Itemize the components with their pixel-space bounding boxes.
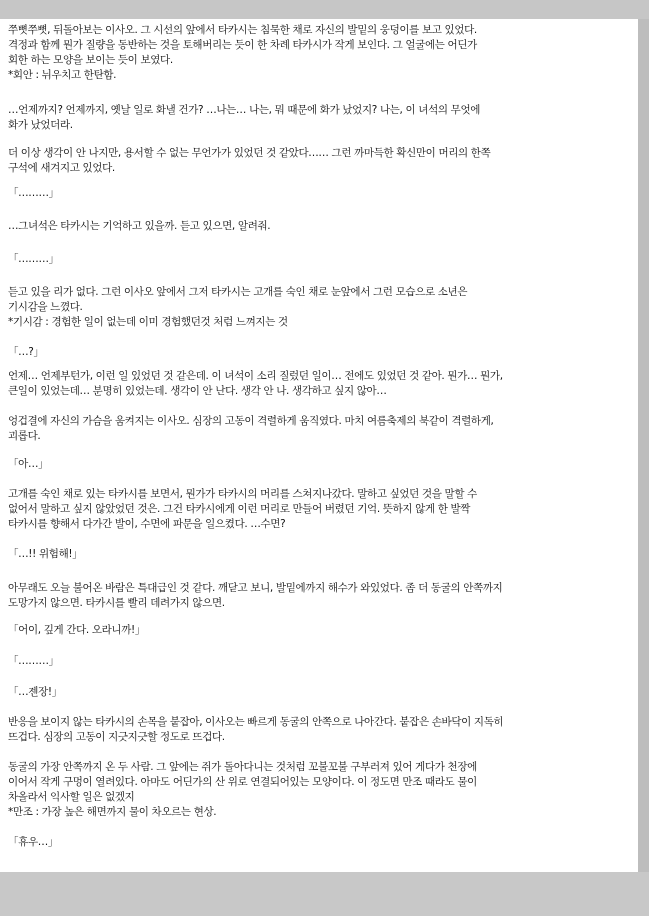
bottom-margin [0, 872, 649, 916]
text-line: 「어이, 깊게 간다. 오라니까!」 [8, 624, 146, 636]
paragraph [8, 654, 633, 669]
text-line: …그녀석은 타카시는 기억하고 있을까. 듣고 있으면, 알려줘. [8, 220, 271, 232]
text-line: 구석에 새겨지고 있었다. [8, 162, 115, 174]
paragraph [8, 715, 633, 745]
text-line: 듣고 있을 리가 없다. 그런 이사오 앞에서 그저 타카시는 고개를 숙인 채로 눈앞에서 그런 모습으로 소년은 [8, 286, 468, 298]
text-line: 동굴의 가장 안쪽까지 온 두 사람. 그 앞에는 쥐가 돌아다니는 것처럼 꼬불꼬불 구부러져 있어 게다가 천장에 [8, 761, 477, 773]
text-line: 엉겁결에 자신의 가슴을 움켜지는 이사오. 심장의 고동이 격렬하게 움직였다. 마치 여름축제의 북같이 격렬하게, [8, 415, 494, 427]
paragraph [8, 345, 633, 360]
text-line: 「…젠장!」 [8, 686, 62, 698]
paragraph [8, 23, 633, 83]
text-line: 타카시를 향해서 다가간 발이, 수면에 파문을 일으켰다. …수면? [8, 518, 286, 530]
document-page [0, 19, 638, 872]
text-line: 반응을 보이지 않는 타카시의 손목을 붙잡아, 이사오는 빠르게 동굴의 안쪽으로 나아간다. 붙잡은 손바닥이 지독히 [8, 716, 504, 728]
text-line: 「………」 [8, 253, 59, 265]
text-line: 더 이상 생각이 안 나지만, 용서할 수 없는 무언가가 있었던 것 같았다…… 그런 까마득한 확신만이 머리의 한쪽 [8, 147, 491, 159]
paragraph [8, 581, 633, 611]
paragraph [8, 760, 633, 820]
text-line: 화가 났었더라. [8, 119, 73, 131]
text-line: 이어서 작게 구멍이 열려있다. 아마도 어딘가의 산 위로 연결되어있는 모양이다. 이 정도면 만조 때라도 물이 [8, 776, 477, 788]
text-line: …언제까지? 언제까지, 옛날 일로 화낼 건가? …나는… 나는, 뭐 때문에 화가 났었지? 나는, 이 녀석의 무엇에 [8, 104, 481, 116]
text-line: 언제… 언제부턴가, 이런 일 있었던 것 같은데. 이 녀석이 소리 질렀던 일이… 전에도 있었던 것 같아. 뭔가… 뭔가, [8, 370, 503, 382]
text-line: 없어서 말하고 싶지 않았었던 것은. 그건 타카시에게 이런 머리로 만들어 버렸던 기억. 뜻하지 않게 한 발짝 [8, 503, 471, 515]
text-line: 「………」 [8, 655, 59, 667]
paragraph [8, 285, 633, 330]
paragraph [8, 623, 633, 638]
text-line: 차올라서 익사할 일은 없겠지 [8, 791, 135, 803]
text-line: *만조 : 가장 높은 해면까지 물이 차오르는 현상. [8, 806, 217, 818]
text-line: 기시감을 느꼈다. [8, 301, 83, 313]
paragraph [8, 103, 633, 133]
text-line: 「…?」 [8, 346, 44, 358]
text-line: *기시감 : 경험한 일이 없는데 이미 경험했던것 처럼 느껴지는 것 [8, 316, 288, 328]
text-line: 회한 하는 모양을 보이는 듯이 보였다. [8, 54, 173, 66]
paragraph [8, 186, 633, 201]
text-line: 도망가지 않으면. 타카시를 빨리 데려가지 않으면. [8, 597, 225, 609]
text-line: 고개를 숙인 채로 있는 타카시를 보면서, 뭔가가 타카시의 머리를 스쳐지나갔다. 말하고 싶었던 것을 말할 수 [8, 488, 477, 500]
paragraph [8, 547, 633, 562]
text-line: 격정과 함께 뭔가 질량을 동반하는 것을 토해버리는 듯이 한 차례 타카시가 작게 보인다. 그 얼굴에는 어딘가 [8, 39, 477, 51]
text-line: 아무래도 오늘 불어온 바람은 특대급인 것 같다. 깨닫고 보니, 발밑에까지 해수가 와있었다. 좀 더 동굴의 안쪽까지 [8, 582, 503, 594]
text-line: 뜨겁다. 심장의 고동이 지긋지긋할 정도로 뜨겁다. [8, 731, 225, 743]
top-margin [0, 0, 649, 19]
paragraph [8, 369, 633, 399]
text-line: *회안 : 뉘우치고 한탄함. [8, 69, 117, 81]
text-line: 「………」 [8, 187, 59, 199]
text-line: 「아…」 [8, 458, 49, 470]
text-line: 쭈뼛쭈뼛, 뒤돌아보는 이사오. 그 시선의 앞에서 타카시는 침묵한 채로 자신의 발밑의 웅덩이를 보고 있었다. [8, 24, 477, 36]
text-line: 「휴우…」 [8, 836, 59, 848]
text-line: 괴롭다. [8, 430, 41, 442]
paragraph [8, 457, 633, 472]
paragraph [8, 685, 633, 700]
paragraph [8, 146, 633, 176]
paragraph [8, 487, 633, 532]
right-gutter [638, 19, 649, 872]
text-line: 「…!! 위험해!」 [8, 548, 83, 560]
paragraph [8, 414, 633, 444]
text-line: 큰일이 있었는데… 분명히 있었는데. 생각이 안 난다. 생각 안 나. 생각하고 싶지 않아… [8, 385, 387, 397]
paragraph [8, 835, 633, 850]
paragraph [8, 252, 633, 267]
paragraph [8, 219, 633, 234]
